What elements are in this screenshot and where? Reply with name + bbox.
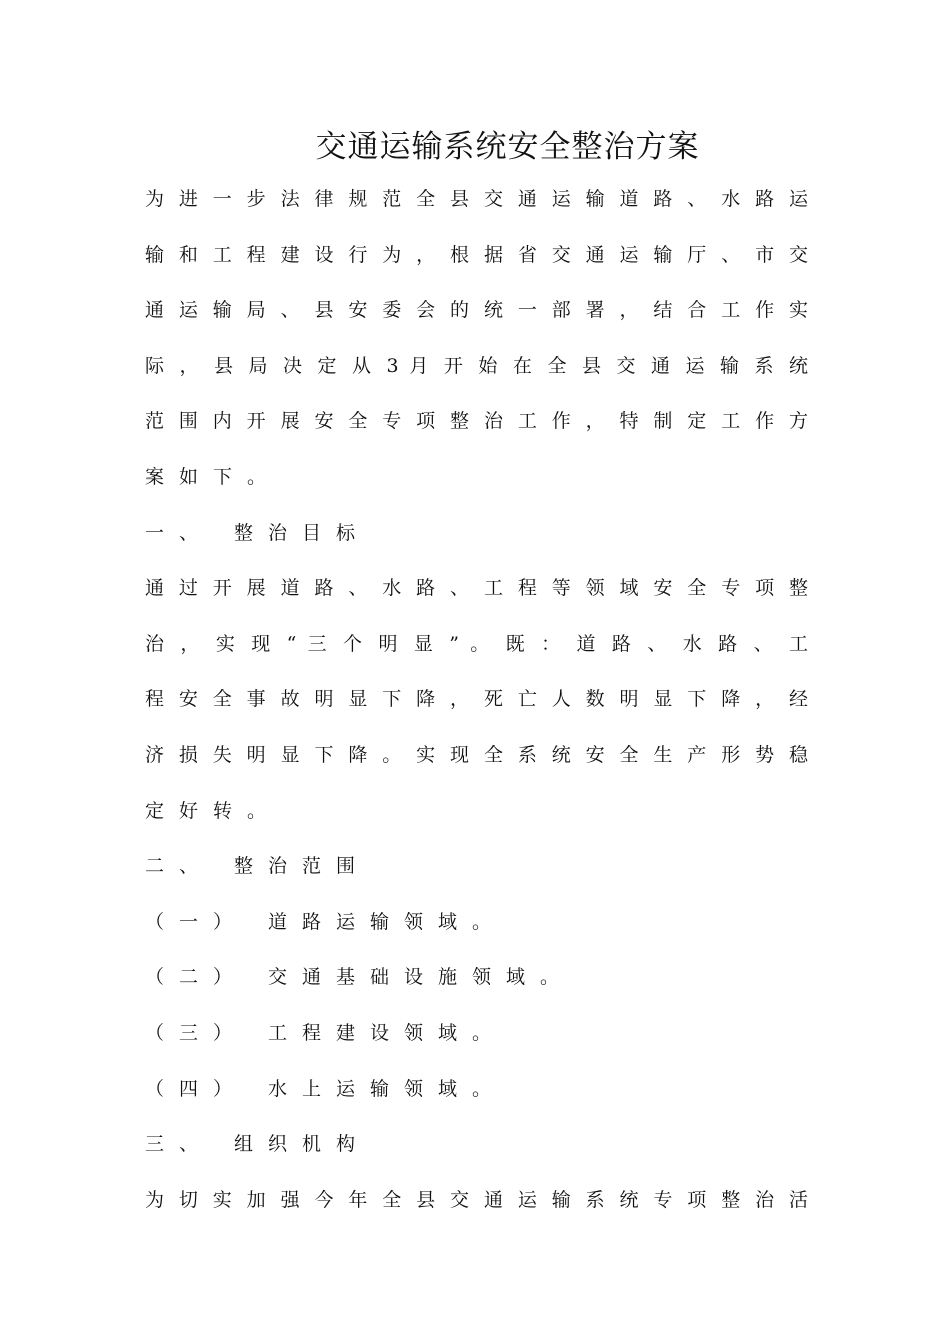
section-heading: 二、 整治范围 (145, 855, 371, 878)
paragraph-line: 程 安 全 事 故 明 显 下 降 ， 死 亡 人 数 明 显 下 降 ， 经 (145, 688, 808, 711)
section-heading: 一、 整治目标 (145, 521, 371, 544)
list-item: （二） 交通基础设施领域。 (145, 966, 575, 989)
paragraph-line: 输 和 工 程 建 设 行 为 ， 根 据 省 交 通 运 输 厅 、 市 交 (145, 243, 808, 266)
paragraph-line: 际 ， 县 局 决 定 从 3 月 开 始 在 全 县 交 通 运 输 系 统 (145, 354, 808, 377)
paragraph-line: 案如下。 (145, 465, 282, 488)
list-item: （一） 道路运输领域。 (145, 910, 507, 933)
paragraph-line: 通 运 输 局 、 县 安 委 会 的 统 一 部 署 ， 结 合 工 作 实 (145, 299, 808, 322)
paragraph-line: 为 进 一 步 法 律 规 范 全 县 交 通 运 输 道 路 、 水 路 运 (145, 188, 808, 210)
paragraph-line: 定好转。 (145, 799, 282, 822)
paragraph-line: 范 围 内 开 展 安 全 专 项 整 治 工 作 ， 特 制 定 工 作 方 (145, 410, 808, 433)
paragraph-line: 通 过 开 展 道 路 、 水 路 、 工 程 等 领 域 安 全 专 项 整 (145, 577, 808, 600)
paragraph-line: 治 ， 实 现 “ 三 个 明 显 ” 。 既 ： 道 路 、 水 路 、 工 (145, 632, 808, 655)
document-body (145, 172, 808, 1228)
paragraph-line: 为 切 实 加 强 今 年 全 县 交 通 运 输 系 统 专 项 整 治 活 (145, 1188, 808, 1211)
paragraph-line: 济 损 失 明 显 下 降 。 实 现 全 系 统 安 全 生 产 形 势 稳 (145, 743, 808, 766)
section-heading: 三、 组织机构 (145, 1133, 371, 1156)
document-title: 交通运输系统安全整治方案 (315, 129, 700, 165)
list-item: （四） 水上运输领域。 (145, 1077, 507, 1100)
list-item: （三） 工程建设领域。 (145, 1021, 507, 1044)
